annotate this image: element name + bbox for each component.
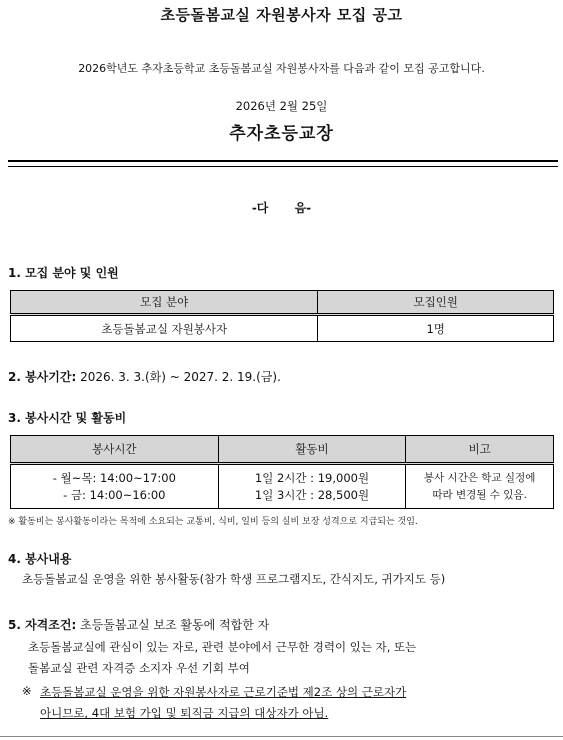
section5-warning-mark: ※ <box>22 684 32 698</box>
section4-text: 초등돌봄교실 운영을 위한 봉사활동(참가 학생 프로그램지도, 간식지도, 귀가지도 등) <box>22 572 446 586</box>
schedule-cell-remark <box>406 464 554 509</box>
section5-warning-line2: 아니므로, 4대 보험 가입 및 퇴직금 지급의 대상자가 아님. <box>40 706 329 720</box>
page-bottom-edge <box>0 736 563 737</box>
section2-period <box>8 368 281 385</box>
da-eum-heading: -다 음- <box>251 201 312 215</box>
schedule-header-fee: 활동비 <box>218 436 406 464</box>
section5-line2: 돌봄교실 관련 자격증 소지자 우선 기회 부여 <box>28 661 250 675</box>
section5-line1: 초등돌봄교실에 관심이 있는 자로, 관련 분야에서 근무한 경력이 있는 자, 또는 <box>28 640 417 654</box>
schedule-header-remark: 비고 <box>406 436 554 464</box>
recruit-table <box>10 290 554 342</box>
recruit-cell-count: 1명 <box>318 315 554 342</box>
intro-text: 2026학년도 추자초등학교 초등돌봄교실 자원봉사자를 다음과 같이 모집 공고합니다. <box>78 62 485 75</box>
section1-heading: 1. 모집 분야 및 인원 <box>8 266 119 280</box>
schedule-header-time: 봉사시간 <box>11 436 219 464</box>
schedule-fee-2h: 1일 2시간 : 19,000원 <box>254 470 370 485</box>
divider-thick <box>8 160 558 162</box>
section4-heading: 4. 봉사내용 <box>8 552 72 566</box>
section5-warning-line1: 초등돌봄교실 운영을 위한 자원봉사자로 근로기준법 제2조 상의 근로자가 <box>40 685 407 699</box>
schedule-cell-time <box>11 464 219 509</box>
schedule-time-weekday: - 월~목: 14:00~17:00 <box>52 470 176 485</box>
section3-heading: 3. 봉사시간 및 활동비 <box>8 411 127 425</box>
recruit-cell-field: 초등돌봄교실 자원봉사자 <box>11 315 318 342</box>
section5-label: 5. 자격조건: <box>8 618 77 632</box>
recruit-header-count: 모집인원 <box>318 291 554 315</box>
schedule-table <box>10 435 554 509</box>
section5-value: 초등돌봄교실 보조 활동에 적합한 자 <box>76 618 270 632</box>
schedule-time-friday: - 금: 14:00~16:00 <box>63 487 166 502</box>
schedule-remark-line2: 따라 변경될 수 있음. <box>432 488 527 501</box>
schedule-remark-line1: 봉사 시간은 학교 실정에 <box>423 471 536 484</box>
divider-thin <box>8 166 558 167</box>
principal-signature: 추자초등교장 <box>229 124 334 144</box>
schedule-cell-fee <box>218 464 406 509</box>
schedule-fee-3h: 1일 3시간 : 28,500원 <box>254 487 370 502</box>
fee-note: ※ 활동비는 봉사활동이라는 목적에 소요되는 교통비, 식비, 일비 등의 실비 보장 성격으로 지급되는 것임. <box>8 517 418 527</box>
recruit-header-field: 모집 분야 <box>11 291 318 315</box>
announcement-date: 2026년 2월 25일 <box>235 99 328 113</box>
document-title: 초등돌봄교실 자원봉사자 모집 공고 <box>160 6 403 24</box>
section2-value: 2026. 3. 3.(화) ~ 2027. 2. 19.(금). <box>76 370 281 384</box>
section2-label: 2. 봉사기간: <box>8 370 77 384</box>
section5-qualification <box>8 616 269 633</box>
